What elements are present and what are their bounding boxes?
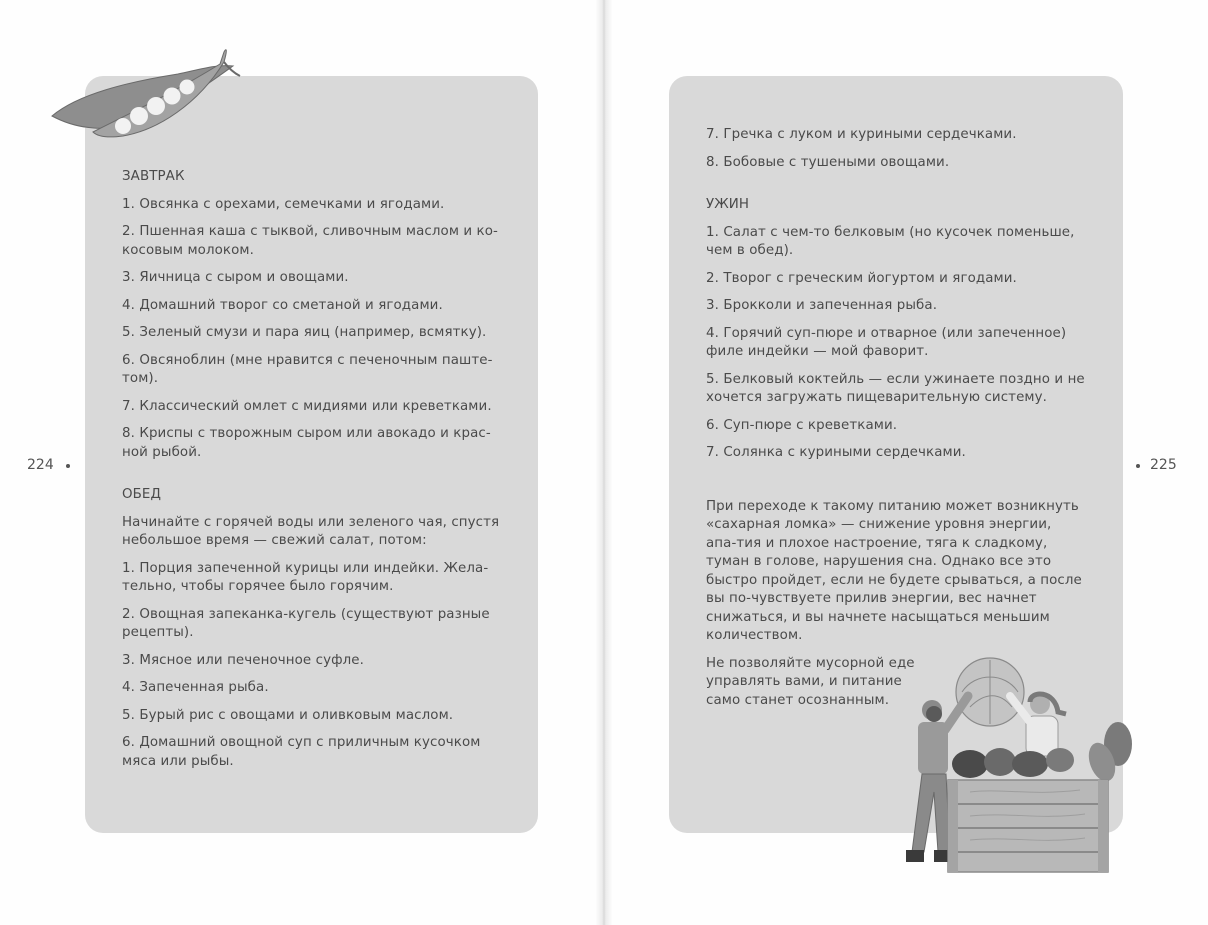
breakfast-item: 5. Зеленый смузи и пара яиц (например, всмятку). [122, 325, 487, 340]
page-number-dot [1136, 464, 1140, 468]
lunch-item: 8. Бобовые с тушеными овощами. [706, 154, 950, 170]
breakfast-item: 8. Криспы с творожным сыром или авокадо и крас-ной рыбой. [122, 426, 491, 460]
dinner-item: 5. Белковый коктейль — если ужинаете поздно и не хочется загружать пищеварительную систему. [706, 371, 1085, 405]
lunch-item: 3. Мясное или печеночное суфле. [122, 652, 364, 668]
breakfast-item: 1. Овсянка с орехами, семечками и ягодами. [122, 196, 445, 212]
sugar-withdrawal-note: При переходе к такому питанию может возникнуть «сахарная ломка» — снижение уровня энергии, апа-тия и плохое настроение, тяга к сладкому, туман в голове, нарушения сна. Однако все это быстро пройдет, если не будете срываться, а после вы по-чувствуете прилив энергии, вес начнет снижаться, и вы начнете насыщаться меньшим количеством. [706, 498, 1082, 643]
book-gutter [595, 0, 613, 925]
closing-statement: Не позволяйте мусорной еде управлять вами, и питание само станет осознанным. [706, 655, 915, 708]
page-number-left: 224 [27, 457, 54, 473]
dinner-heading: УЖИН [706, 197, 750, 212]
dinner-item: 3. Брокколи и запеченная рыба. [706, 298, 938, 313]
lunch-item: 6. Домашний овощной суп с приличным кусочком мяса или рыбы. [122, 735, 481, 769]
lunch-intro: Начинайте с горячей воды или зеленого чая, спустя небольшое время — свежий салат, потом: [122, 514, 500, 548]
dinner-item: 1. Салат с чем-то белковым (но кусочек поменьше, чем в обед). [706, 224, 1075, 258]
lunch-item: 1. Порция запеченной курицы или индейки. Жела-тельно, чтобы горячее было горячим. [122, 560, 489, 594]
breakfast-item: 3. Яичница с сыром и овощами. [122, 270, 349, 285]
lunch-item: 5. Бурый рис с овощами и оливковым маслом. [122, 707, 454, 723]
dinner-item: 7. Солянка с куриными сердечками. [706, 445, 966, 460]
people-with-vegetable-crate-illustration [890, 652, 1140, 880]
page-number-right: 225 [1150, 457, 1177, 473]
lunch-item: 7. Гречка с луком и куриными сердечками. [706, 127, 1017, 142]
pea-pod-illustration [48, 44, 243, 139]
right-page-text [706, 126, 1086, 710]
lunch-heading: ОБЕД [122, 487, 162, 502]
breakfast-item: 2. Пшенная каша с тыквой, сливочным маслом и ко-косовым молоком. [122, 224, 498, 258]
lunch-item: 2. Овощная запеканка-кугель (существуют разные рецепты). [122, 606, 490, 640]
breakfast-item: 7. Классический омлет с мидиями или креветками. [122, 398, 492, 414]
lunch-item: 4. Запеченная рыба. [122, 680, 269, 695]
page-number-dot [66, 464, 70, 468]
breakfast-item: 4. Домашний творог со сметаной и ягодами. [122, 297, 443, 313]
dinner-item: 2. Творог с греческим йогуртом и ягодами. [706, 270, 1017, 286]
breakfast-item: 6. Овсяноблин (мне нравится с печеночным паште-том). [122, 352, 493, 386]
breakfast-heading: ЗАВТРАК [122, 169, 185, 184]
left-page-text [122, 168, 502, 780]
dinner-item: 4. Горячий суп-пюре и отварное (или запеченное) филе индейки — мой фаворит. [706, 325, 1067, 359]
dinner-item: 6. Суп-пюре с креветками. [706, 417, 898, 433]
